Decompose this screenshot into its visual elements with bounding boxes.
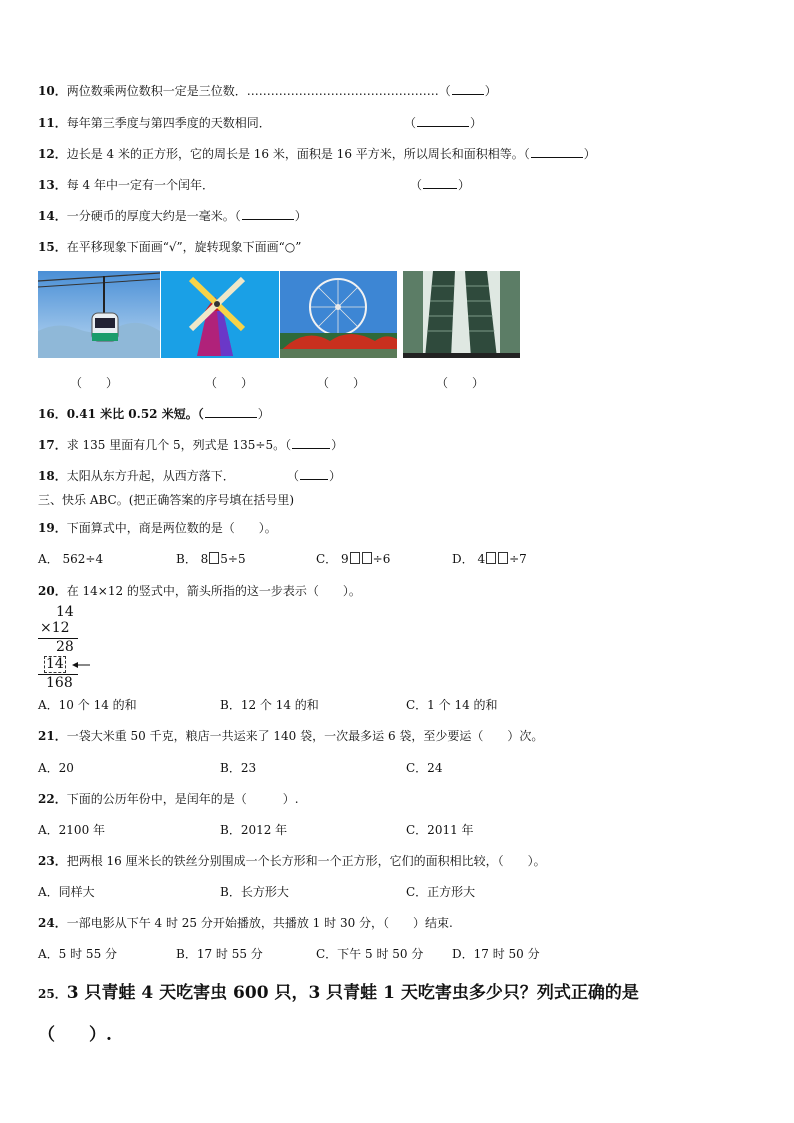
question-text: 在平移现象下面画“√”，旋转现象下面画“○” (66, 240, 302, 254)
question-number: 16． (38, 407, 67, 421)
option-b[interactable]: B．23 (220, 761, 257, 775)
close-paren: ） (458, 178, 471, 192)
question-text: 每 4 年中一定有一个闰年． (66, 178, 214, 192)
answer-blank[interactable] (417, 115, 469, 127)
question-number: 25． (38, 987, 67, 1001)
question-number: 22． (38, 792, 67, 806)
question-number: 23． (38, 854, 67, 868)
question-23 (38, 853, 546, 869)
question-text: 每年第三季度与第四季度的天数相同． (66, 116, 271, 130)
question-19 (38, 520, 277, 536)
option-c[interactable]: C． 9 ÷6 (316, 552, 391, 566)
option-a[interactable]: A．2100 年 (38, 823, 106, 837)
option-d[interactable]: D． 4 ÷7 (452, 552, 527, 566)
answer-blank[interactable] (242, 208, 294, 220)
answer-blank[interactable] (423, 177, 457, 189)
question-number: 12． (38, 147, 67, 161)
option-a[interactable]: A．10 个 14 的和 (38, 698, 137, 712)
arrow-left-icon (72, 660, 90, 670)
question-text: 把两根 16 厘米长的铁丝分别围成一个长方形和一个正方形，它们的面积相比较，（ ）。 (66, 854, 546, 868)
question-14 (38, 208, 307, 224)
question-text: 0.41 米比 0.52 米短。（ (66, 407, 204, 421)
close-paren: ） (331, 438, 344, 452)
answer-blank[interactable] (292, 437, 330, 449)
blank-box (362, 552, 372, 564)
ferris-wheel-image (280, 271, 397, 358)
question-number: 19． (38, 521, 67, 535)
question-text: 边长是 4 米的正方形，它的周长是 16 米，面积是 16 平方米，所以周长和面积相等。（ (66, 147, 530, 161)
question-number: 15． (38, 240, 67, 254)
blank-box (209, 552, 219, 564)
section-heading: 三、快乐 ABC。(把正确答案的序号填在括号里) (38, 493, 295, 507)
open-paren: （ (287, 469, 300, 483)
option-a[interactable]: A．同样大 (38, 885, 95, 899)
blank-box (486, 552, 496, 564)
question-number: 17． (38, 438, 67, 452)
answer-blank[interactable] (531, 146, 583, 158)
option-c[interactable]: C．正方形大 (406, 885, 476, 899)
partial-product-2: 14 (46, 656, 64, 672)
answer-blank[interactable] (300, 468, 328, 480)
question-number: 11． (38, 116, 67, 130)
question-15 (38, 239, 301, 255)
close-paren: ） (257, 407, 270, 421)
cable-car-image (38, 271, 160, 358)
open-paren: （ (404, 116, 417, 130)
question-text: 一部电影从下午 4 时 25 分开始播放，共播放 1 时 30 分，（ ）结束. (66, 916, 453, 930)
blank-box (350, 552, 360, 564)
question-number: 10． (38, 84, 67, 98)
question-number: 24． (38, 916, 67, 930)
multiplicand: 14 (56, 604, 74, 620)
question-text: 一袋大米重 50 千克，粮店一共运来了 140 袋，一次最多运 6 袋，至少要运（ ）次。 (66, 729, 544, 743)
question-13-answer (410, 177, 470, 193)
option-b[interactable]: B．12 个 14 的和 (220, 698, 319, 712)
answer-paren-2[interactable]: （ ） (205, 376, 254, 390)
question-24 (38, 915, 453, 931)
option-b[interactable]: B．2012 年 (220, 823, 288, 837)
multiplier: ×12 (40, 620, 70, 636)
option-c[interactable]: C．24 (406, 761, 443, 775)
answer-blank[interactable] (205, 406, 257, 418)
option-c[interactable]: C．1 个 14 的和 (406, 698, 498, 712)
option-a[interactable]: A． 562÷4 (38, 552, 104, 566)
question-21 (38, 728, 543, 744)
question-number: 18． (38, 469, 67, 483)
question-25 (38, 982, 639, 1005)
question-25-answer[interactable]: （ ）. (38, 1025, 112, 1045)
escalator-image (403, 271, 520, 358)
partial-product-1: 28 (56, 639, 74, 655)
close-paren: ） (470, 116, 483, 130)
answer-blank[interactable] (452, 83, 484, 95)
question-text: 3 只青蛙 4 天吃害虫 600 只，3 只青蛙 1 天吃害虫多少只？列式正确的是 (66, 983, 639, 1003)
question-11 (38, 115, 271, 131)
question-17 (38, 437, 343, 453)
question-12 (38, 146, 596, 162)
answer-paren-4[interactable]: （ ） (436, 376, 485, 390)
option-b[interactable]: B． 8 5÷5 (176, 552, 246, 566)
windmill-image (161, 271, 279, 358)
option-a[interactable]: A．20 (38, 761, 74, 775)
product: 168 (46, 675, 73, 691)
option-c[interactable]: C．下午 5 时 50 分 (316, 947, 424, 961)
close-paren: ） (583, 147, 596, 161)
option-a[interactable]: A．5 时 55 分 (38, 947, 118, 961)
answer-paren-1[interactable]: （ ） (70, 376, 119, 390)
option-b[interactable]: B．17 时 55 分 (176, 947, 263, 961)
question-text: 两位数乘两位数积一定是三位数．…………………………………………（ (66, 84, 451, 98)
blank-box (498, 552, 508, 564)
option-c[interactable]: C．2011 年 (406, 823, 474, 837)
question-text: 求 135 里面有几个 5，列式是 135÷5。（ (66, 438, 292, 452)
question-22 (38, 791, 299, 807)
question-text: 在 14×12 的竖式中，箭头所指的这一步表示（ ）。 (66, 584, 361, 598)
open-paren: （ (410, 178, 423, 192)
question-number: 21． (38, 729, 67, 743)
answer-paren-3[interactable]: （ ） (317, 376, 366, 390)
close-paren: ） (294, 209, 307, 223)
question-10 (38, 83, 497, 99)
question-number: 13． (38, 178, 67, 192)
question-16 (38, 406, 270, 422)
question-text: 下面的公历年份中，是闰年的是（ ）. (66, 792, 299, 806)
question-text: 太阳从东方升起，从西方落下． (66, 469, 235, 483)
close-paren: ） (329, 469, 342, 483)
question-number: 14． (38, 209, 67, 223)
vertical-multiplication (38, 604, 98, 692)
close-paren: ） (484, 84, 497, 98)
question-text: 一分硬币的厚度大约是一毫米。（ (66, 209, 241, 223)
option-b[interactable]: B．长方形大 (220, 885, 289, 899)
question-18 (38, 468, 235, 484)
question-13 (38, 177, 214, 193)
option-d[interactable]: D．17 时 50 分 (452, 947, 540, 961)
question-text: 下面算式中，商是两位数的是（ ）。 (66, 521, 277, 535)
question-18-answer (287, 468, 341, 484)
question-11-answer (404, 115, 482, 131)
question-number: 20． (38, 584, 67, 598)
question-20 (38, 583, 361, 599)
